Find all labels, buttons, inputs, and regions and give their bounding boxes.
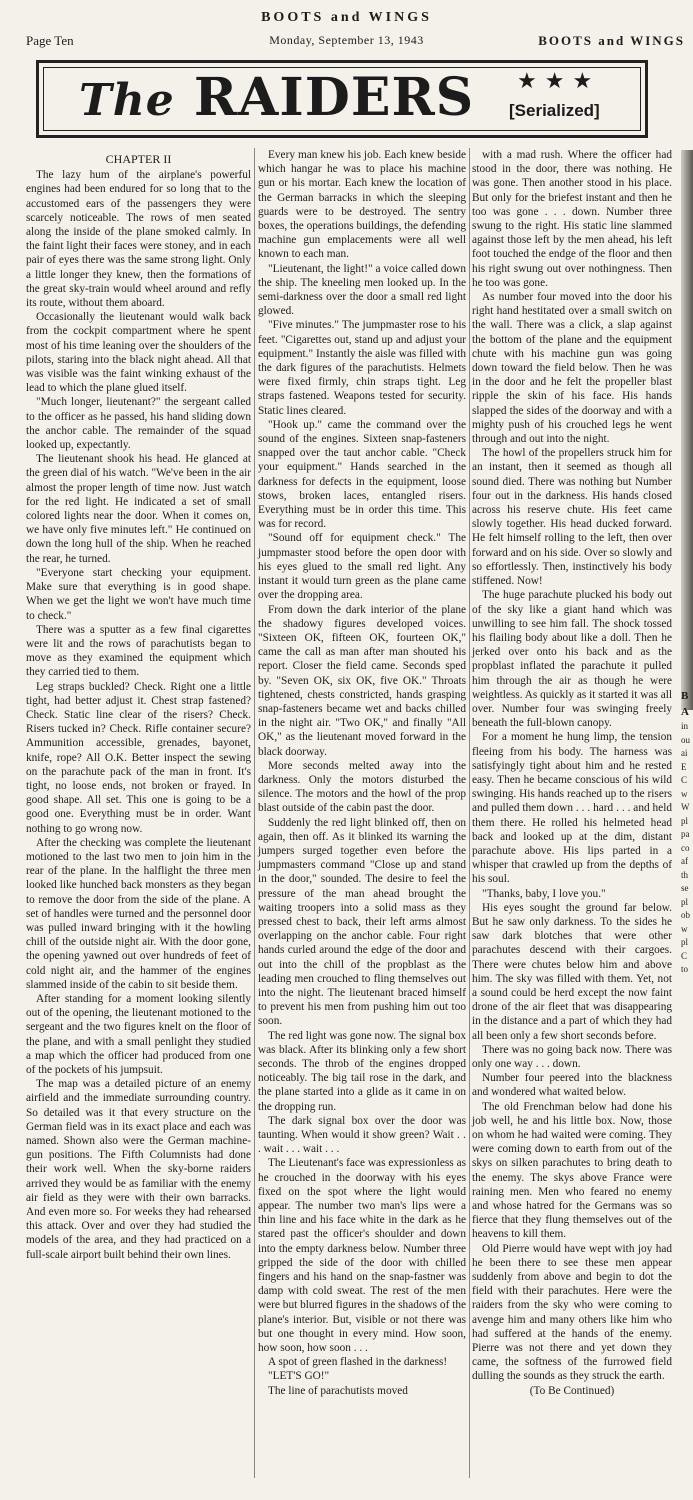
edge-fragment: co [681, 842, 690, 853]
paragraph: The dark signal box over the door was taunting. When would it show green? Wait . . . wait . . . wait . . . [258, 1114, 466, 1156]
paragraph: "Sound off for equipment check." The jumpmaster stood before the open door with his eyes glued to the small red light. Any instant it would turn green as the plane came over the dropping area. [258, 532, 466, 602]
paragraph: For a moment he hung limp, the tension fleeing from his body. The harness was satisfyingly tight about him and he rested easy. Then he became conscious of his wild swinging. His hands reached up to the risers and pulled them down . . . hard . . . and held them there. He rolled his helmeted head back and looked up at the dim, distant parachute above. His lips parted in a whisper that crawled up from the depths of his soul. [472, 731, 672, 886]
edge-fragment: pl [681, 815, 689, 826]
paragraph: Number four peered into the blackness and wondered what waited below. [472, 1072, 672, 1099]
edge-fragment: in [681, 721, 689, 731]
paragraph: "Lieutenant, the light!" a voice called down the ship. The kneeling men looked up. In the semi-darkness over the door a small red light glowed. [258, 262, 466, 318]
paragraph: There was a sputter as a few final cigarettes were lit and the rows of parachutists began to move as they examined the equipment which they carried tied to them. [26, 623, 251, 679]
paragraph: The lieutenant shook his head. He glanced at the green dial of his watch. "We've been in the air almost the proper length of time now. Just watch for the red light. He indicated a set of small colored lights near the door. When it comes on, we have only five minutes left." He continued on down the long hull of the ship. When he reached the rear, he turned. [26, 453, 251, 565]
edge-fragment: C [681, 775, 688, 785]
chapter-heading: CHAPTER II [105, 152, 172, 166]
edge-fragment: th [681, 869, 689, 880]
edge-fragment: to [681, 964, 689, 974]
running-header: BOOTS and WINGS [538, 33, 685, 48]
paragraph: As number four moved into the door his right hand hestitated over a small switch on the wall. There was a click, a slap against the bottom of the plane and the equipment chute with his machine gun was going down toward the field below. Then he was in the door and he felt the propeller blast ripple the skin of his face. His hands slapped the sides of the doorway and with a mighty push of his crouched legs he went through and out into the night. [472, 291, 672, 446]
title-the: The [79, 75, 175, 126]
paragraph: Every man knew his job. Each knew beside which hangar he was to place his machine gun or his mortar. Each knew the location of the German barracks in which the sleeping guards were to be destroyed. The sentry boxes, the operations buildings, the defending machine gun emplacements were all well known to each man. [258, 149, 467, 261]
paragraph: "Much longer, lieutenant?" the sergeant called to the officer as he passed, his hand sliding down the anchor cable. The remainder of the squad looked up, expectantly. [26, 396, 251, 452]
paragraph: The Lieutenant's face was expressionless as he crouched in the doorway with his eyes fixed on the spot where the light would appear. The number two man's lips were a thin line and his face white in the dark as he stared past the officer's shoulder and down into the empty darkness below. Number three gripped the side of the door with chilled fingers and his hand on the snap-fastner was damp with cold sweat. The rest of the men were but blurred figures in the shadows of the plane's interior. But, visible or not there was but one thought in every mind. How soon, how soon, how soon . . . [258, 1157, 466, 1355]
column-body [258, 148, 466, 1398]
paragraph: From down the dark interior of the plane the shadowy figures developed voices. "Sixteen OK, fifteen OK, fourteen OK," came the call as man after man shouted his report. Closer the field came. Seconds sped by. "Seven OK, six OK, five OK." Throats tightened, chests constricted, hands grasping snap-fasteners became wet and backs chilled in the night air. "Two OK," and finally "All OK," as the lieutenant moved forward in the black doorway. [258, 603, 466, 758]
paragraph: The old Frenchman below had done his job well, he and his little box. Now, those on whom he had waited were coming. They were coming down to earth from out of the skys on silken parachutes to bring death to the enemy. The skys above France were raining men. Men who feared no enemy and whose hatred for the Germans was so fierce that they flung themselves out of the heavens to kill them. [472, 1100, 672, 1241]
paragraph: "Thanks, baby, I love you." [482, 887, 606, 900]
paragraph: "Five minutes." The jumpmaster rose to his feet. "Cigarettes out, stand up and adjust your equipment." Instantly the aisle was filled with the dark figures of the parachutists. Helmets were fixed firmly, chin straps tight. Leg straps fastened. Weapons tested for security. Static lines cleared. [258, 319, 466, 417]
paragraph: Suddenly the red light blinked off, then on again, then off. As it blinked its warning the jumpers surged together even before the jumpmasters command "Close up and stand in the door," sounded. The desire to feel the pressure of the man ahead brought the waiting troopers into a solid mass as they pressed chest to back, their left arms almost overlapping on the anchor cable. Four right hands curled around the edge of the door and out into the chill of the propblast as the leading men crouched to fling themselves out into the night. The lieutenant braced himself to prevent his men from pushing him out too soon. [258, 816, 466, 1028]
edge-fragment: ou [681, 734, 690, 745]
page-number: Page Ten [26, 33, 74, 48]
issue-date: Monday, September 13, 1943 [269, 33, 424, 47]
paragraph: A spot of green flashed in the darkness! [268, 1356, 448, 1369]
continued-note: (To Be Continued) [529, 1384, 615, 1397]
masthead [0, 0, 693, 52]
paragraph: More seconds melted away into the darkness. Only the motors disturbed the silence. The motors and the howl of the prop blast outside of the cabin past the door. [258, 759, 466, 815]
article-column-1 [26, 152, 251, 1262]
paragraph: The map was a detailed picture of an enemy airfield and the immediate surrounding country. So detailed was it that every structure on the German field was in its exact place and each was named. Shown also were the German machine-gun positions. The Fifth Columnists had done their work well. When the sky-borne raiders arrived they would be as familiar with the enemy air field as they were with their own barracks. And even more so. For weeks they had rehearsed this attack. Over and over they had studied the models of the area, and they had practiced on a full-scale airport built behind their own lines. [26, 1078, 251, 1261]
title-raiders: RAIDERS [193, 67, 475, 128]
edge-fragment: se [681, 883, 689, 893]
paragraph: There was no going back now. There was only one way . . . down. [472, 1043, 672, 1070]
paragraph: The line of parachutists moved [268, 1384, 408, 1397]
edge-fragment: w [681, 788, 688, 799]
page-edge-photo [681, 150, 693, 710]
column-body [472, 148, 672, 1384]
paragraph: After the checking was complete the lieutenant motioned to the last two men to join him in the rear of the plane. In the halflight the three men looked like hunched back monsters as they began to remove the door from the side of the plane. A set of handles were turned and the personnel door was pulled inward bringing with it the howling chill of the outside night air. With the door gone, the opening yawned out over hundreds of feet of cold night air, and the hammer of the engines slammed inside of the cabin to sit beside them. [26, 836, 251, 991]
paragraph: The lazy hum of the airplane's powerful engines had been endured for so long that to the accustomed ears of the passengers they were scarcely noticeable. The rows of men seated along the inside of the plane smoked calmly. In the faint light their faces were stoney, and in each pair of eyes there was the same strong light. Only a little longer they knew, then the formations of the great sky-train would wheel around and refly its route, without them aboard. [26, 169, 251, 310]
column-body [26, 168, 251, 1262]
edge-fragment: af [681, 856, 688, 866]
column-rule [469, 148, 470, 1478]
paragraph: "Hook up." came the command over the sound of the engines. Sixteen snap-fasteners snapped over the taut anchor cable. "Check your equipment." Hands searched in the darkness for defects in the equipment, loose stows, broken laces, entangled risers. Everything must be in order this time. This was for record. [258, 418, 466, 531]
paragraph: The howl of the propellers struck him for an instant, then it seemed as though all sound died. There was nothing but Number four out in the darkness. His hands closed across his reserve chute. His feet came slowly together. His head ducked forward. He felt himself rolling to the left, then over forward and on his side. Over so slowly and so effortlessly. Then, instinctively his body stiffened. Now! [472, 447, 672, 588]
paragraph: After standing for a moment looking silently out of the opening, the lieutenant motioned to the sergeant and the two figures knelt on the floor of the plane, and with a small penlight they studied a map which the officer had produced from one of the pockets of his jumpsuit. [26, 992, 251, 1076]
article-column-3 [472, 148, 672, 1398]
paragraph: His eyes sought the ground far below. But he saw only darkness. To the sides he saw dark blotches that were other parachutes descend with their cargoes. There were chutes below him and above him. The sky was filled with them. Yet, not a sound could be herd except the now faint drone of the air fleet that was disappearing in the distance and a part of which they had all been only a few short seconds before. [472, 901, 672, 1042]
paragraph: The red light was gone now. The signal box was black. After its blinking only a few short seconds. The throb of the engines dropped noticeably. The big tail rose in the dark, and the plane started into a glide as it came in on the dropping run. [258, 1029, 466, 1113]
paragraph: Old Pierre would have wept with joy had he been there to see these men appear suddenly from above and begin to dot the field with their parachutes. Here were the raiders from the sky who were coming to avenge him and many others like him who had suffered at the hands of the enemy. Pierre was not there and yet down they came, the softness of the furrowed field dulling the sounds as they struck the earth. [472, 1242, 672, 1383]
edge-fragment: pl [681, 896, 689, 907]
edge-fragment: C [681, 950, 688, 961]
paragraph: "LET'S GO!" [268, 1370, 330, 1383]
publication-name: BOOTS and WINGS [261, 10, 432, 25]
edge-fragment: W [681, 802, 690, 812]
column-rule [254, 148, 255, 1478]
edge-fragment: ob [681, 910, 690, 920]
paragraph: The huge parachute plucked his body out of the sky like a giant hand which was unwilling to see him fall. The shock tossed his flailing body about like a doll. Then he jerked over onto his back and as the propblast inflated the parachute it pulled him through the air as though he were weightless. As quickly as it started it was all over. Number four was swinging freely beneath the full-blown canopy. [472, 589, 672, 730]
paragraph: "Everyone start checking your equipment. Make sure that everything is in good shape. When we get the light we won't have much time to check." [26, 566, 251, 622]
edge-fragment: pl [681, 937, 689, 947]
edge-fragment: w [681, 923, 688, 934]
adjacent-page-fragments [681, 688, 693, 977]
paragraph: with a mad rush. Where the officer had stood in the door, there was nothing. He was gone. Then another stood in his place. But only for the briefest instant and then he too was gone . . . down. Number three swung to the right. His static line slammed against those left by the men ahead, his left foot touched the endge of the floor and then his right swung out over nothingness. Then he too was gone. [472, 149, 672, 289]
article-title [79, 67, 474, 128]
edge-fragment: ai [681, 748, 688, 758]
edge-fragment: pa [681, 829, 690, 839]
edge-fragment: B [681, 690, 689, 702]
stars-ornament: ★★★ [517, 69, 601, 94]
article-banner [36, 60, 648, 138]
article-column-2 [258, 148, 466, 1398]
edge-fragment: A [681, 706, 689, 718]
edge-fragment: E [681, 761, 687, 772]
paragraph: Leg straps buckled? Check. Right one a little tight, had better adjust it. Chest strap fastened? Check. Static line clear of the risers? Check. Risers tucked in? Check. Rifle container secure? Ammunition accessible, grenades, bayonet, knife, rope? All O.K. Better inspect the sewing on the parachute pack of the man in front. It's tight, no loose ends, not broken or frayed. In good shape. All set. This one is going to be a good one. Everything must be in order. Want nothing to go wrong now. [26, 680, 251, 835]
serialized-label: [Serialized] [509, 101, 600, 120]
paragraph: Occasionally the lieutenant would walk back from the cockpit compartment where he spent most of his time leaning over the shoulders of the pilots, staring into the black night ahead. All that was visible was the faint winking exhaust of the lead to which the plane glued itself. [26, 311, 251, 395]
